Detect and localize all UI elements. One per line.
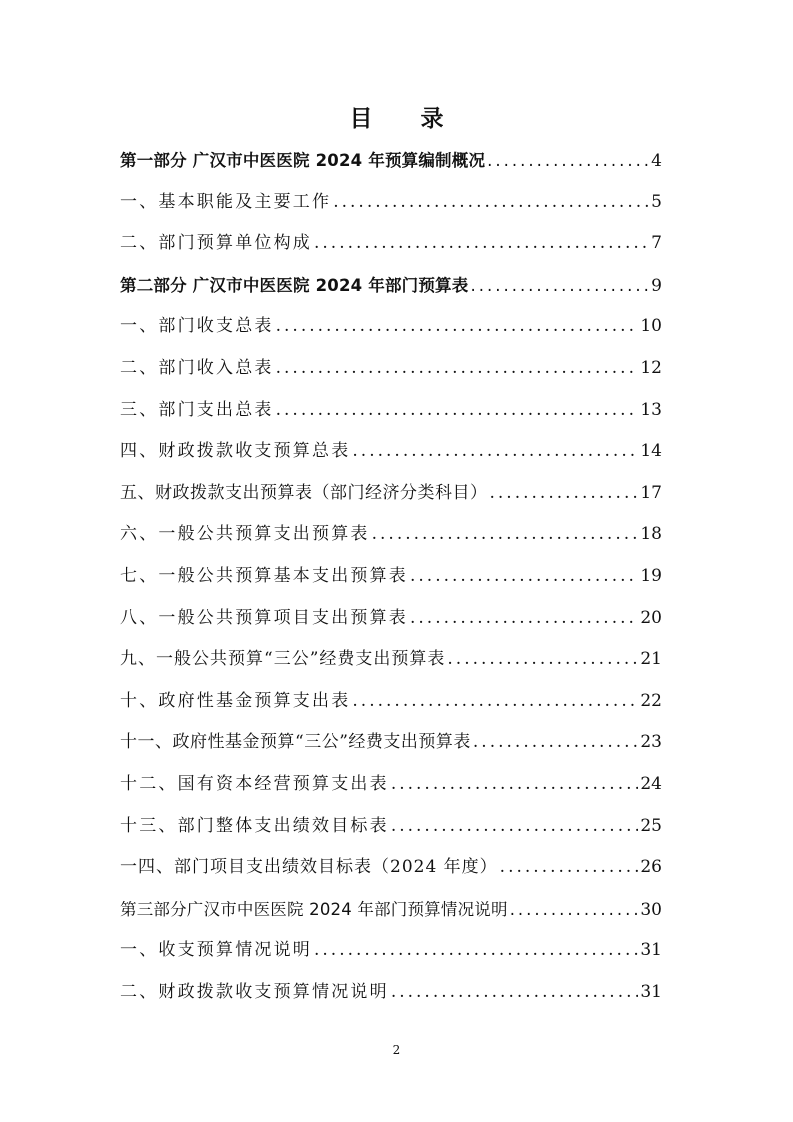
- toc-leader-dots: [470, 265, 649, 307]
- toc-leader-dots: [333, 182, 649, 224]
- toc-leader-dots: [314, 223, 649, 265]
- toc-leader-dots: [500, 847, 639, 889]
- toc-entry[interactable]: [120, 806, 662, 848]
- toc-entry[interactable]: [120, 431, 662, 473]
- toc-entry[interactable]: [120, 764, 662, 806]
- toc-entry[interactable]: [120, 514, 662, 556]
- toc-leader-dots: [276, 390, 639, 432]
- toc-entry-page: 19: [640, 565, 662, 586]
- toc-entry[interactable]: [120, 182, 662, 224]
- toc-entry-text: 第二部分 广汉市中医医院 2024 年部门预算表: [120, 275, 469, 295]
- toc-entry-page: 25: [640, 815, 662, 836]
- toc-entry-page: 21: [640, 649, 662, 670]
- toc-entry-page: 24: [640, 773, 662, 794]
- toc-title: 目 录: [349, 106, 464, 132]
- toc-leader-dots: [352, 431, 638, 473]
- toc-leader-dots: [352, 681, 638, 723]
- toc-entry-text: 六、一般公共预算支出预算表: [120, 524, 370, 545]
- toc-entry-text: 八、一般公共预算项目支出预算表: [120, 607, 408, 628]
- toc-leader-dots: [410, 598, 638, 640]
- toc-leader-dots: [391, 972, 639, 1014]
- toc-entry-text: 三、部门支出总表: [120, 399, 274, 420]
- toc-entry-text: 二、部门预算单位构成: [120, 233, 312, 254]
- toc-entry-page: 26: [640, 857, 662, 878]
- toc-entry-page: 23: [640, 732, 662, 753]
- toc-entry-page: 10: [640, 316, 662, 337]
- toc-entry[interactable]: [120, 348, 662, 390]
- toc-entry-page: 7: [651, 233, 662, 254]
- toc-entry-page: 13: [640, 399, 662, 420]
- toc-entry-page: 5: [651, 191, 662, 212]
- toc-leader-dots: [510, 889, 639, 931]
- toc-entry-page: 22: [640, 690, 662, 711]
- toc-entry-text: 十二、国有资本经营预算支出表: [120, 773, 389, 794]
- toc-leader-dots: [276, 306, 639, 348]
- toc-entry-text: 一、部门收支总表: [120, 316, 274, 337]
- toc-entry[interactable]: [120, 390, 662, 432]
- toc-entry[interactable]: [120, 722, 662, 764]
- toc-entry[interactable]: [120, 306, 662, 348]
- toc-leader-dots: [314, 930, 638, 972]
- toc-entry-text: 十、政府性基金预算支出表: [120, 690, 351, 711]
- toc-entry[interactable]: [120, 972, 662, 1014]
- toc-entry-text: 七、一般公共预算基本支出预算表: [120, 565, 408, 586]
- toc-entry-page: 20: [640, 607, 662, 628]
- toc-leader-dots: [391, 764, 639, 806]
- toc-entry-text: 一四、部门项目支出绩效目标表（2024 年度）: [120, 857, 498, 878]
- toc-entry-text: 十一、政府性基金预算“三公”经费支出预算表: [120, 732, 471, 753]
- toc-entry[interactable]: [120, 556, 662, 598]
- toc-entry-text: 第一部分 广汉市中医医院 2024 年预算编制概况: [120, 151, 486, 170]
- toc-entry-page: 31: [640, 940, 662, 961]
- toc-entry-text: 二、财政拨款收支预算情况说明: [120, 981, 389, 1002]
- toc-entry-page: 17: [640, 482, 662, 503]
- toc-leader-dots: [410, 556, 638, 598]
- toc-entry[interactable]: [120, 681, 662, 723]
- toc-entry[interactable]: [120, 847, 662, 889]
- toc-entry-text: 九、一般公共预算“三公”经费支出预算表: [120, 649, 446, 670]
- toc-entry-page: 4: [651, 151, 662, 171]
- toc-entry-text: 二、部门收入总表: [120, 357, 274, 378]
- toc-entry[interactable]: [120, 889, 662, 931]
- toc-entry-page: 9: [651, 275, 662, 296]
- toc-entry[interactable]: [120, 265, 662, 307]
- toc-entry-text: 一、收支预算情况说明: [120, 940, 312, 961]
- toc-entry[interactable]: [120, 639, 662, 681]
- page-number: 2: [392, 1043, 401, 1057]
- toc-entry[interactable]: [120, 598, 662, 640]
- toc-entry-text: 四、财政拨款收支预算总表: [120, 441, 351, 462]
- toc-entry-text: 十三、部门整体支出绩效目标表: [120, 815, 389, 836]
- toc-leader-dots: [276, 348, 639, 390]
- toc-entry[interactable]: [120, 223, 662, 265]
- toc-leader-dots: [372, 514, 639, 556]
- toc-entry[interactable]: [120, 473, 662, 515]
- table-of-contents: [120, 140, 662, 1013]
- toc-entry-text: 一、基本职能及主要工作: [120, 191, 332, 212]
- toc-leader-dots: [391, 806, 639, 848]
- toc-entry-page: 12: [640, 357, 662, 378]
- toc-entry-page: 14: [640, 441, 662, 462]
- toc-entry[interactable]: [120, 140, 662, 182]
- toc-entry-page: 31: [640, 981, 662, 1002]
- toc-entry-text: 五、财政拨款支出预算表（部门经济分类科目）: [120, 482, 488, 503]
- toc-entry-page: 18: [640, 524, 662, 545]
- toc-entry-text: 第三部分广汉市中医医院 2024 年部门预算情况说明: [120, 899, 508, 919]
- toc-entry[interactable]: [120, 930, 662, 972]
- toc-entry-page: 30: [640, 899, 662, 920]
- toc-leader-dots: [490, 473, 639, 515]
- toc-leader-dots: [447, 639, 638, 681]
- toc-leader-dots: [473, 722, 638, 764]
- toc-leader-dots: [487, 140, 649, 182]
